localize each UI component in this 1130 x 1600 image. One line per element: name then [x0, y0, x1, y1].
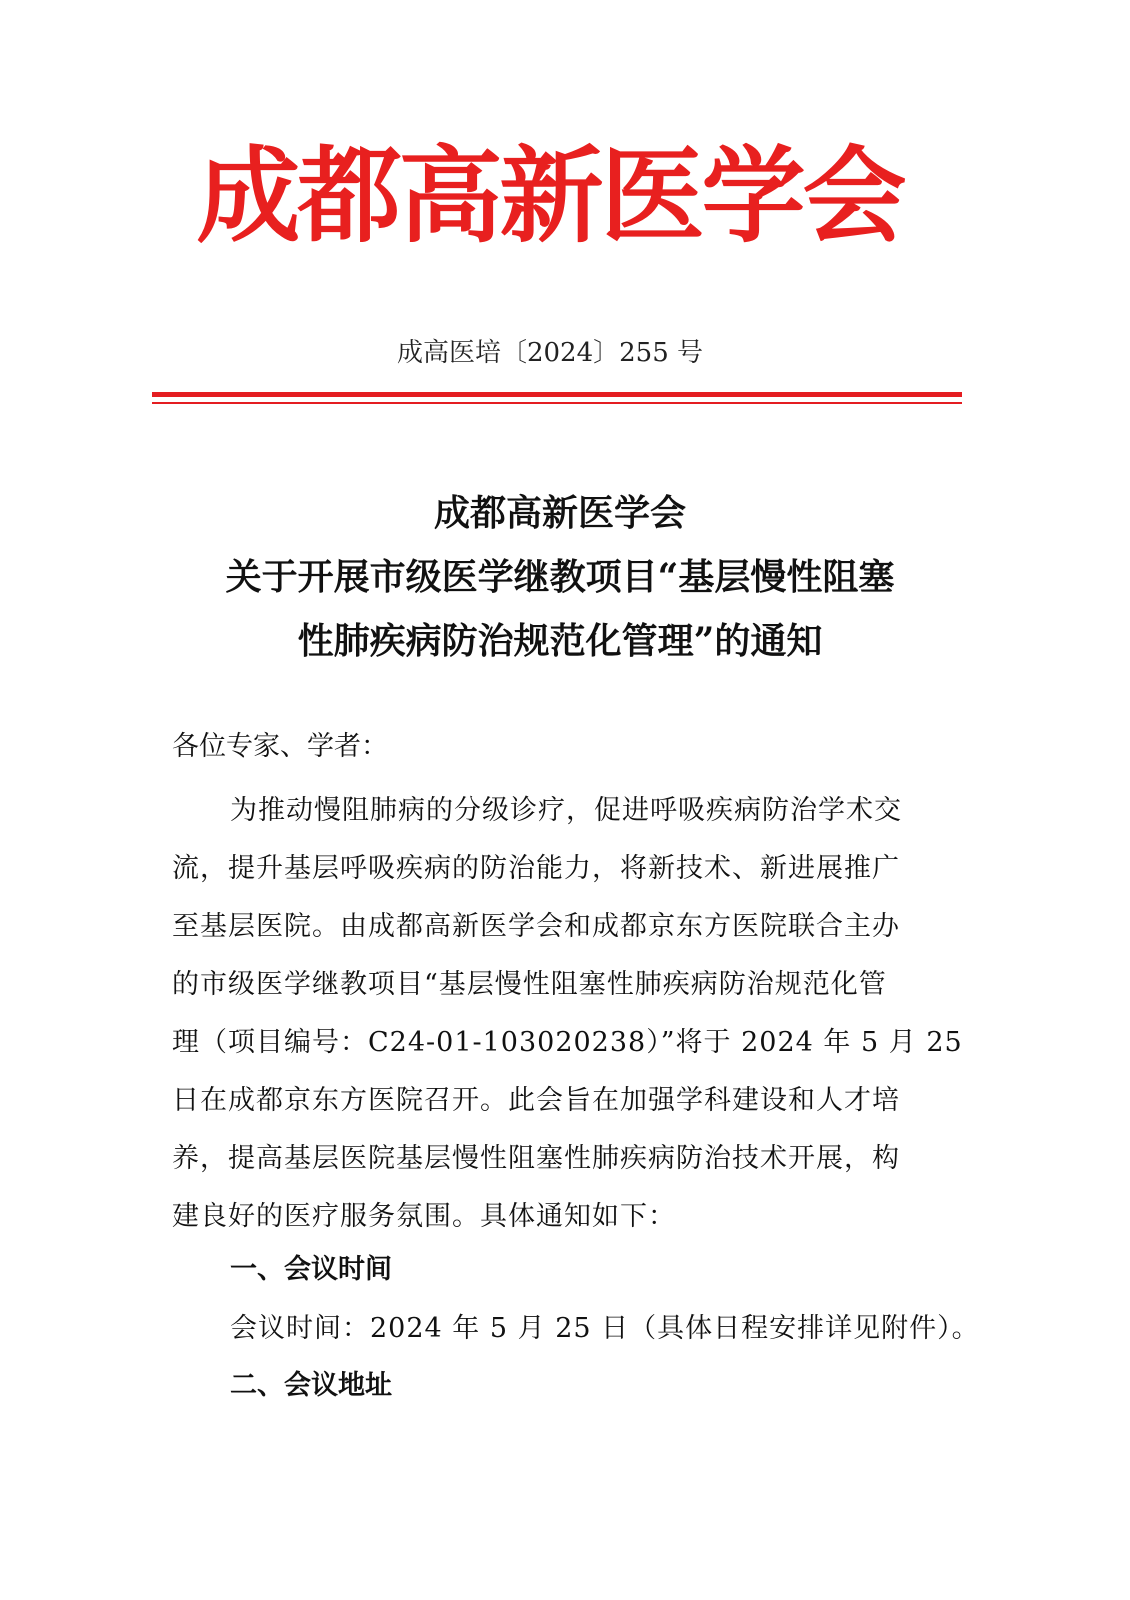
paragraph-line: 的市级医学继教项目“基层慢性阻塞性肺疾病防治规范化管 [172, 969, 887, 1000]
title-line-1: 成都高新医学会 [433, 492, 686, 534]
document-number: 成高医培〔2024〕255 号 [396, 338, 704, 368]
paragraph-line: 建良好的医疗服务氛围。具体通知如下： [172, 1201, 676, 1232]
notice-title [150, 481, 970, 673]
paragraph-line: 流，提升基层呼吸疾病的防治能力，将新技术、新进展推广 [172, 853, 900, 884]
section-heading-meeting-address: 二、会议地址 [230, 1370, 392, 1401]
red-rule-thin [152, 402, 962, 404]
section-heading-meeting-time: 一、会议时间 [230, 1254, 392, 1285]
salutation: 各位专家、学者： [172, 731, 388, 762]
paragraph-line: 为推动慢阻肺病的分级诊疗，促进呼吸疾病防治学术交 [230, 795, 902, 826]
paragraph-line: 理（项目编号：C24-01-103020238）”将于 2024 年 5 月 25 [172, 1027, 963, 1058]
paragraph-line: 养，提高基层医院基层慢性阻塞性肺疾病防治技术开展，构 [172, 1143, 900, 1174]
intro-paragraph [172, 782, 963, 1246]
meeting-time-text: 会议时间：2024 年 5 月 25 日（具体日程安排详见附件）。 [230, 1313, 980, 1344]
paragraph-line: 日在成都京东方医院召开。此会旨在加强学科建设和人才培 [172, 1085, 900, 1116]
title-line-3: 性肺疾病防治规范化管理”的通知 [297, 620, 823, 662]
title-line-2: 关于开展市级医学继教项目“基层慢性阻塞 [225, 556, 895, 598]
masthead-title: 成都高新医学会 [196, 135, 904, 257]
paragraph-line: 至基层医院。由成都高新医学会和成都京东方医院联合主办 [172, 911, 900, 942]
red-rule-thick [152, 392, 962, 397]
